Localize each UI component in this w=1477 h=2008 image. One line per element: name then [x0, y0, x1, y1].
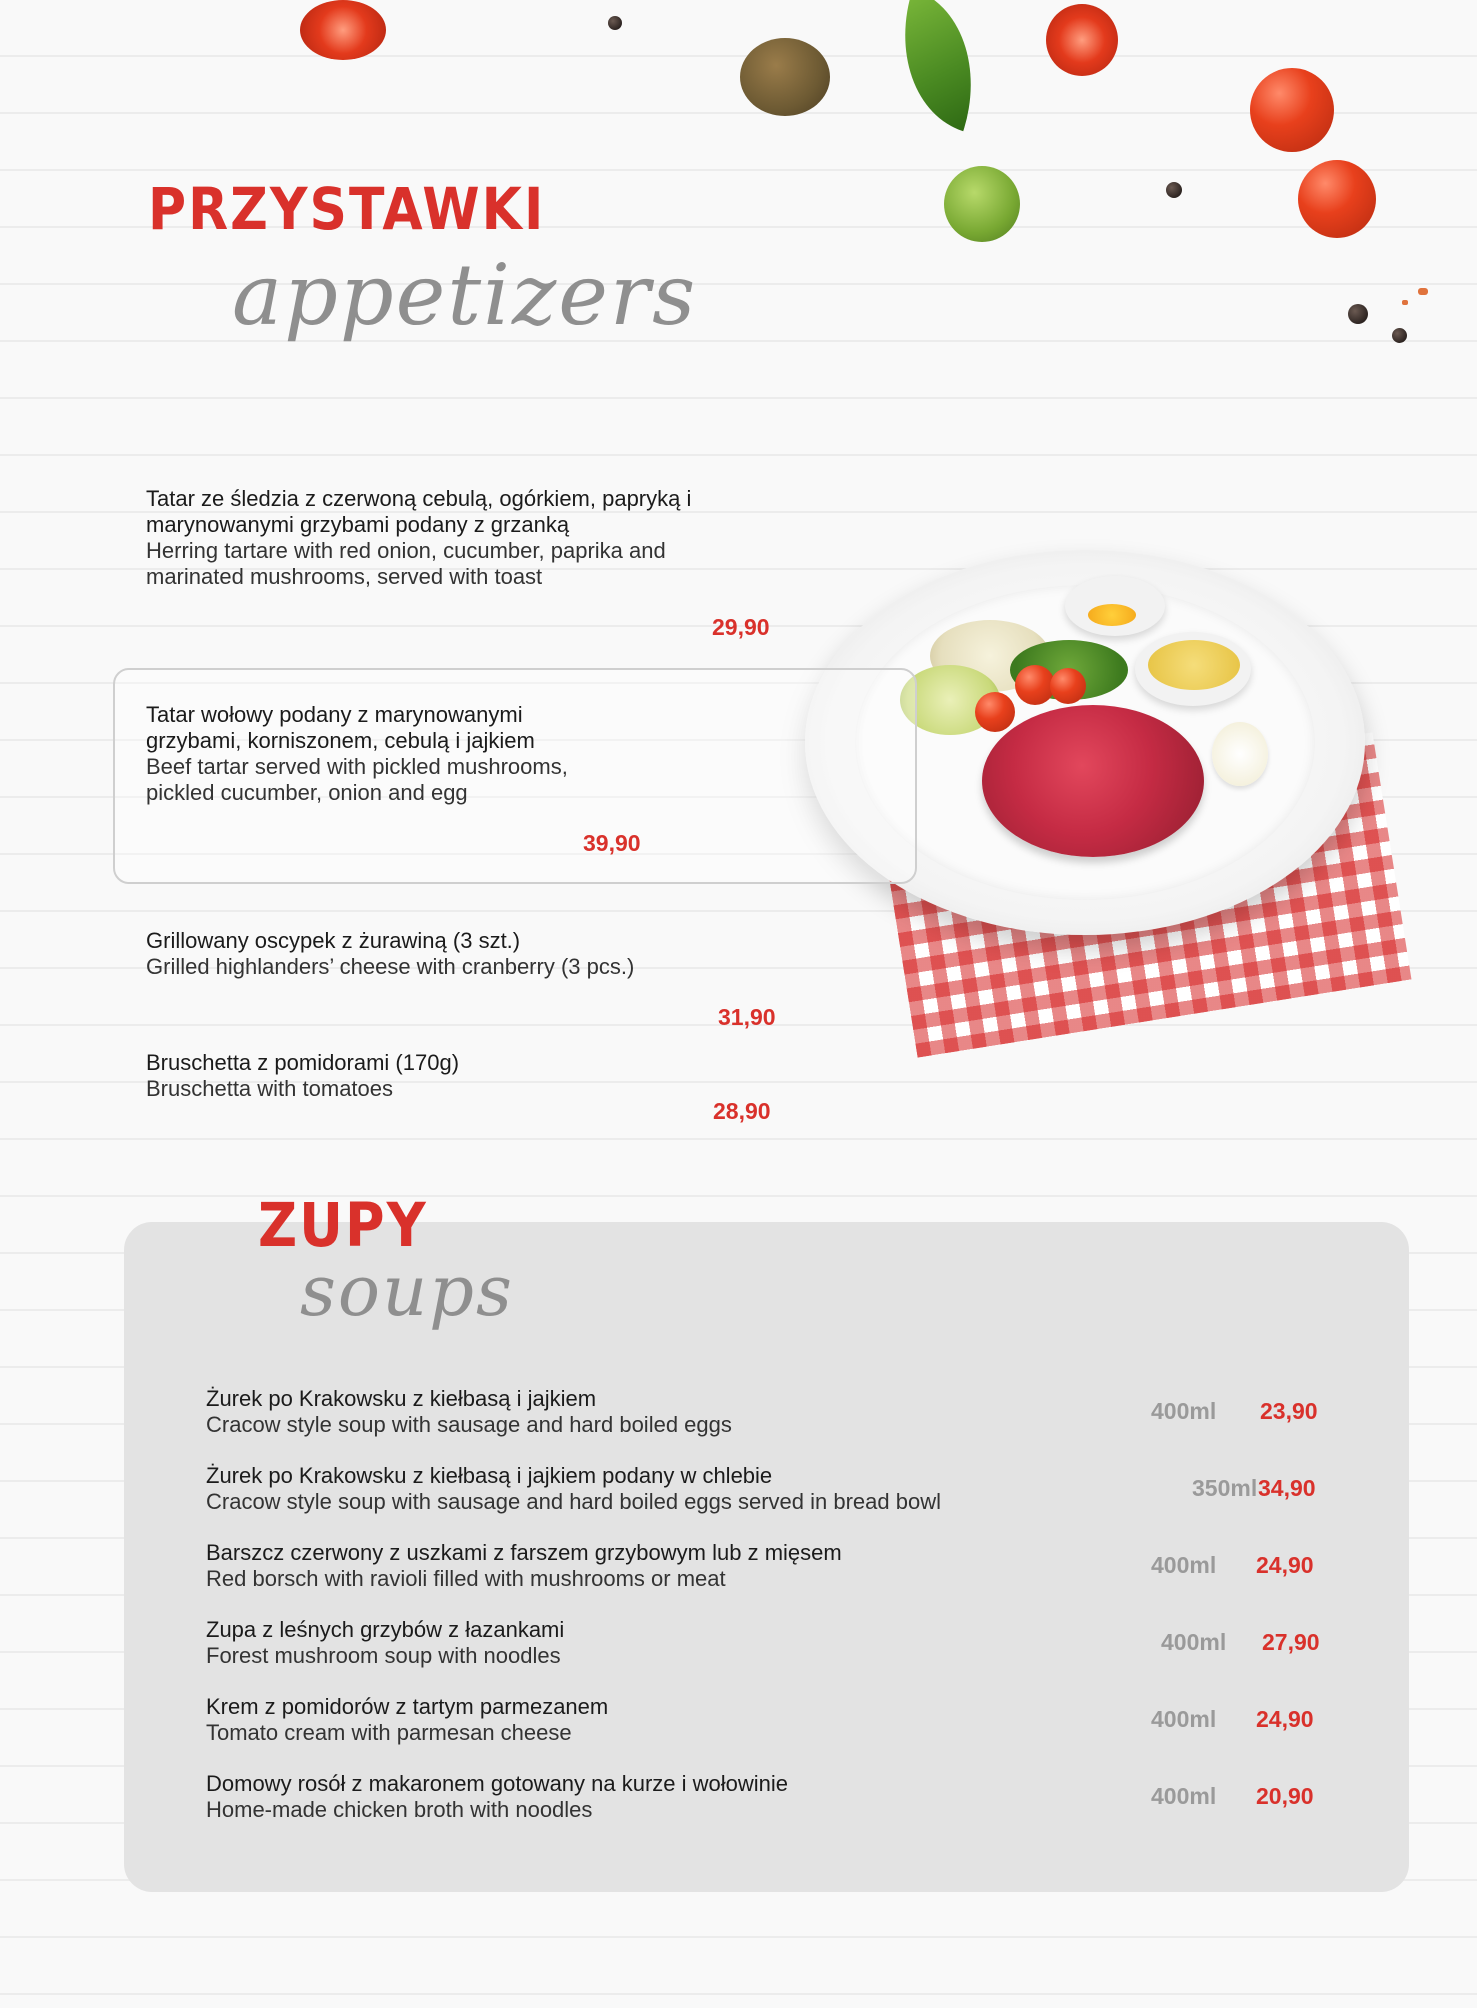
soup-name-en: Cracow style soup with sausage and hard boiled eggs served in bread bowl — [206, 1489, 941, 1514]
egg-white-garnish — [1212, 722, 1268, 786]
item-price: 39,90 — [583, 830, 641, 856]
soup-volume: 400ml — [1151, 1398, 1217, 1424]
basil-leaf-icon — [876, 0, 1001, 131]
peppercorn-icon — [1348, 304, 1368, 324]
soup-volume: 400ml — [1161, 1629, 1227, 1655]
item-name-pl: Grillowany oscypek z żurawiną (3 szt.) — [146, 928, 521, 953]
item-name-en: Bruschetta with tomatoes — [146, 1076, 394, 1101]
soup-name-pl: Żurek po Krakowsku z kiełbasą i jajkiem — [206, 1386, 597, 1411]
cherry-tomato-garnish — [1015, 665, 1055, 705]
soup-name-pl: Żurek po Krakowsku z kiełbasą i jajkiem podany w chlebie — [206, 1463, 773, 1488]
cherry-tomato-icon — [1250, 68, 1334, 152]
item-price: 31,90 — [718, 1004, 776, 1030]
peppercorn-icon — [608, 16, 622, 30]
peppercorn-icon — [1392, 328, 1407, 343]
soup-name-pl: Domowy rosół z makaronem gotowany na kurze i wołowinie — [206, 1771, 789, 1796]
cherry-tomato-garnish — [975, 692, 1015, 732]
mustard — [1148, 640, 1240, 690]
soup-name-en: Forest mushroom soup with noodles — [206, 1643, 561, 1668]
soup-name-en: Red borsch with ravioli filled with mushrooms or meat — [206, 1566, 726, 1591]
chili-flake-icon — [1402, 300, 1408, 305]
item-name-en: marinated mushrooms, served with toast — [146, 564, 543, 589]
soup-volume: 400ml — [1151, 1783, 1217, 1809]
soup-name-en: Cracow style soup with sausage and hard boiled eggs — [206, 1412, 732, 1437]
item-name-pl: Tatar wołowy podany z marynowanymi — [146, 702, 523, 727]
soup-name-en: Tomato cream with parmesan cheese — [206, 1720, 572, 1745]
item-name-pl: Bruschetta z pomidorami (170g) — [146, 1050, 460, 1075]
kiwi-icon — [740, 38, 830, 116]
tomato-slice-icon — [1046, 4, 1118, 76]
soup-price: 27,90 — [1262, 1629, 1320, 1655]
cherry-tomato-icon — [1298, 160, 1376, 238]
soup-price: 34,90 — [1258, 1475, 1316, 1501]
soup-name-pl: Barszcz czerwony z uszkami z farszem grzybowym lub z mięsem — [206, 1540, 842, 1565]
appetizers-title-pl: PRZYSTAWKI — [148, 176, 546, 244]
soups-title-en: soups — [300, 1250, 514, 1332]
soup-price: 24,90 — [1256, 1552, 1314, 1578]
beef-tartar — [982, 705, 1204, 857]
soup-price: 23,90 — [1260, 1398, 1318, 1424]
peppercorn-icon — [1166, 182, 1182, 198]
item-name-en: Grilled highlanders’ cheese with cranberry (3 pcs.) — [146, 954, 635, 979]
tomato-slice-icon — [300, 0, 386, 60]
soup-name-pl: Zupa z leśnych grzybów z łazankami — [206, 1617, 565, 1642]
item-name-en: Herring tartare with red onion, cucumber, paprika and — [146, 538, 666, 563]
item-price: 28,90 — [713, 1098, 771, 1124]
item-price: 29,90 — [712, 614, 770, 640]
item-name-pl: Tatar ze śledzia z czerwoną cebulą, ogórkiem, papryką i — [146, 486, 692, 511]
chili-flake-icon — [1418, 288, 1428, 295]
soup-volume: 400ml — [1151, 1552, 1217, 1578]
item-name-pl: marynowanymi grzybami podany z grzanką — [146, 512, 570, 537]
item-name-pl: grzybami, korniszonem, cebulą i jajkiem — [146, 728, 535, 753]
green-tomato-icon — [944, 166, 1020, 242]
egg-yolk — [1088, 604, 1136, 626]
soup-volume: 350ml — [1192, 1475, 1258, 1501]
soups-title-pl: ZUPY — [258, 1190, 428, 1261]
soup-name-en: Home-made chicken broth with noodles — [206, 1797, 593, 1822]
cherry-tomato-garnish — [1050, 668, 1086, 704]
item-name-en: Beef tartar served with pickled mushrooms, — [146, 754, 568, 779]
soup-name-pl: Krem z pomidorów z tartym parmezanem — [206, 1694, 609, 1719]
soup-volume: 400ml — [1151, 1706, 1217, 1732]
soup-price: 24,90 — [1256, 1706, 1314, 1732]
appetizers-title-en: appetizers — [232, 246, 698, 344]
soup-price: 20,90 — [1256, 1783, 1314, 1809]
item-name-en: pickled cucumber, onion and egg — [146, 780, 468, 805]
